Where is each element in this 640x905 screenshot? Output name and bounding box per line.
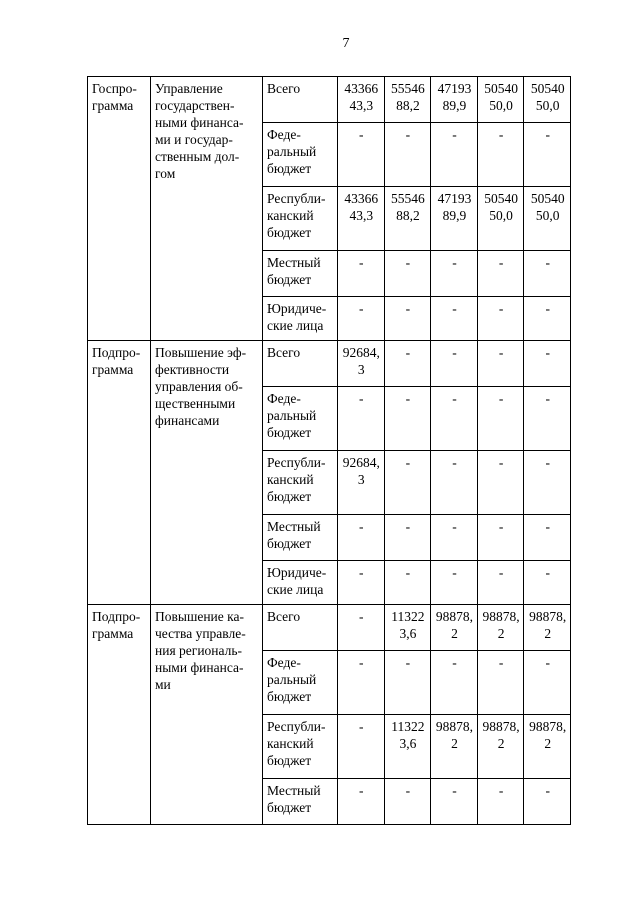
amount-line: -	[405, 783, 411, 798]
amount-line: -	[545, 655, 550, 670]
funding-source-line: ральный	[267, 144, 317, 159]
amount-line: -	[359, 655, 364, 670]
amount-cell	[384, 297, 431, 341]
amount-line: 43,3	[349, 98, 374, 113]
funding-source-line: Местный	[267, 255, 321, 270]
amount-cell	[477, 123, 524, 187]
amount-line: -	[452, 301, 457, 316]
funding-source-line: Республи-	[267, 191, 326, 206]
amount-line: -	[452, 565, 457, 580]
amount-line: 92684,	[342, 455, 380, 470]
funding-source-line: бюджет	[267, 536, 312, 551]
amount-line: -	[545, 519, 550, 534]
amount-line: 50540	[530, 191, 565, 206]
program-type-line: грамма	[92, 362, 134, 377]
funding-source-line: бюджет	[267, 225, 312, 240]
amount-cell	[431, 341, 478, 387]
amount-line: 98878,	[482, 609, 520, 624]
amount-line: -	[498, 455, 504, 470]
funding-source-line: Всего	[267, 609, 301, 624]
amount-line: 2	[544, 736, 552, 751]
amount-line: -	[405, 455, 411, 470]
program-name-line: Повышение эф-	[155, 345, 247, 360]
amount-line: -	[498, 301, 504, 316]
funding-source-cell	[263, 341, 338, 387]
funding-source-line: Всего	[267, 345, 301, 360]
funding-source-line: Местный	[267, 519, 321, 534]
amount-line: -	[498, 345, 504, 360]
amount-cell	[338, 651, 385, 715]
funding-source-cell	[263, 715, 338, 779]
amount-line: 11322	[391, 609, 425, 624]
amount-line: -	[498, 655, 504, 670]
amount-cell	[524, 297, 571, 341]
amount-line: -	[452, 455, 457, 470]
amount-line: -	[545, 127, 550, 142]
amount-line: -	[359, 391, 364, 406]
amount-line: -	[405, 301, 411, 316]
amount-line: -	[405, 655, 411, 670]
amount-cell	[477, 651, 524, 715]
amount-line: -	[498, 255, 504, 270]
amount-cell	[338, 715, 385, 779]
program-name-line: фективности	[155, 362, 230, 377]
amount-cell	[524, 251, 571, 297]
funding-source-cell	[263, 605, 338, 651]
amount-line: 43366	[344, 191, 379, 206]
amount-line: 3,6	[399, 736, 417, 751]
funding-source-line: Всего	[267, 81, 301, 96]
amount-line: 50,0	[535, 208, 560, 223]
amount-line: 98878,	[435, 719, 474, 734]
amount-cell	[384, 77, 431, 123]
amount-line: 98878,	[435, 609, 474, 624]
amount-cell	[384, 341, 431, 387]
amount-line: -	[545, 255, 550, 270]
amount-cell	[338, 515, 385, 561]
amount-cell	[338, 387, 385, 451]
amount-line: 2	[497, 736, 505, 751]
amount-cell	[524, 715, 571, 779]
funding-source-line: ские лица	[267, 318, 324, 333]
program-type-line: грамма	[92, 626, 134, 641]
amount-cell	[524, 651, 571, 715]
amount-cell	[338, 123, 385, 187]
funding-source-cell	[263, 387, 338, 451]
amount-cell	[431, 779, 478, 825]
amount-line: -	[545, 783, 550, 798]
amount-cell	[477, 297, 524, 341]
amount-line: 43366	[344, 81, 379, 96]
amount-line: -	[452, 655, 457, 670]
funding-source-line: канский	[267, 736, 314, 751]
funding-source-line: бюджет	[267, 425, 312, 440]
amount-line: 3	[357, 362, 365, 377]
program-type-line: грамма	[92, 98, 134, 113]
funding-source-line: Феде-	[267, 655, 301, 670]
program-type-line: Подпро-	[92, 345, 141, 360]
amount-cell	[524, 779, 571, 825]
program-type-line: Подпро-	[92, 609, 141, 624]
table-row	[88, 77, 571, 123]
amount-cell	[431, 561, 478, 605]
amount-cell	[384, 605, 431, 651]
amount-line: 50,0	[535, 98, 560, 113]
table-row	[88, 605, 571, 651]
amount-cell	[384, 123, 431, 187]
funding-source-line: бюджет	[267, 161, 312, 176]
amount-cell	[431, 251, 478, 297]
amount-cell	[524, 187, 571, 251]
amount-cell	[384, 515, 431, 561]
funding-source-cell	[263, 187, 338, 251]
funding-source-line: Юридиче-	[267, 301, 327, 316]
program-name-line: щественными	[155, 396, 236, 411]
amount-cell	[524, 561, 571, 605]
amount-cell	[338, 341, 385, 387]
amount-line: -	[545, 345, 550, 360]
amount-cell	[431, 715, 478, 779]
funding-source-line: бюджет	[267, 753, 312, 768]
funding-source-line: бюджет	[267, 689, 312, 704]
program-type-line: Госпро-	[92, 81, 137, 96]
amount-cell	[477, 605, 524, 651]
amount-cell	[338, 77, 385, 123]
program-name-cell	[151, 341, 263, 605]
amount-cell	[477, 251, 524, 297]
amount-line: 11322	[391, 719, 425, 734]
program-name-line: Повышение ка-	[155, 609, 244, 624]
amount-line: 98878,	[529, 609, 567, 624]
amount-cell	[384, 451, 431, 515]
amount-cell	[384, 715, 431, 779]
amount-cell	[477, 515, 524, 561]
funding-source-cell	[263, 779, 338, 825]
amount-cell	[431, 605, 478, 651]
amount-line: 89,9	[442, 98, 467, 113]
program-name-line: ными финанса-	[155, 660, 244, 675]
amount-cell	[431, 187, 478, 251]
program-name-line: ния региональ-	[155, 643, 243, 658]
funding-source-cell	[263, 297, 338, 341]
amount-line: 89,9	[442, 208, 467, 223]
amount-cell	[477, 451, 524, 515]
amount-cell	[524, 77, 571, 123]
amount-line: 88,2	[396, 98, 420, 113]
amount-cell	[338, 605, 385, 651]
amount-line: -	[405, 565, 411, 580]
amount-line: 2	[451, 626, 458, 641]
funding-source-cell	[263, 77, 338, 123]
amount-line: -	[359, 783, 364, 798]
amount-line: -	[405, 345, 411, 360]
amount-line: -	[545, 301, 550, 316]
program-name-line: ми и государ-	[155, 132, 233, 147]
amount-cell	[431, 297, 478, 341]
amount-cell	[477, 77, 524, 123]
program-type-cell	[88, 341, 151, 605]
amount-line: -	[359, 565, 364, 580]
program-name-line: ственным дол-	[155, 149, 240, 164]
program-name-cell	[151, 77, 263, 341]
amount-line: -	[405, 391, 411, 406]
amount-line: -	[498, 565, 504, 580]
funding-source-line: ральный	[267, 672, 317, 687]
funding-source-cell	[263, 251, 338, 297]
amount-line: 88,2	[396, 208, 420, 223]
amount-cell	[431, 451, 478, 515]
amount-line: -	[359, 519, 364, 534]
program-name-cell	[151, 605, 263, 825]
amount-line: -	[405, 519, 411, 534]
funding-source-cell	[263, 651, 338, 715]
amount-line: -	[405, 127, 411, 142]
amount-cell	[524, 515, 571, 561]
amount-cell	[524, 123, 571, 187]
amount-line: -	[452, 783, 457, 798]
amount-cell	[477, 779, 524, 825]
amount-line: 2	[497, 626, 505, 641]
program-name-line: управления об-	[155, 379, 243, 394]
amount-cell	[524, 341, 571, 387]
amount-line: 2	[544, 626, 552, 641]
amount-line: 43,3	[349, 208, 374, 223]
funding-source-line: бюджет	[267, 800, 312, 815]
amount-line: -	[545, 565, 550, 580]
amount-cell	[384, 779, 431, 825]
amount-cell	[384, 651, 431, 715]
amount-cell	[338, 779, 385, 825]
amount-line: -	[545, 455, 550, 470]
amount-cell	[338, 561, 385, 605]
amount-cell	[431, 515, 478, 561]
amount-cell	[477, 561, 524, 605]
funding-source-line: бюджет	[267, 272, 312, 287]
amount-line: -	[359, 127, 364, 142]
funding-source-cell	[263, 515, 338, 561]
amount-line: 55546	[391, 191, 425, 206]
amount-line: -	[498, 127, 504, 142]
budget-table	[87, 76, 571, 825]
budget-table-body	[88, 77, 571, 825]
amount-line: -	[359, 719, 364, 734]
funding-source-line: Юридиче-	[267, 565, 327, 580]
amount-line: 50540	[484, 191, 518, 206]
amount-line: -	[452, 519, 457, 534]
amount-line: 47193	[437, 81, 472, 96]
amount-line: 50,0	[489, 208, 513, 223]
funding-source-line: Феде-	[267, 391, 301, 406]
amount-line: -	[452, 391, 457, 406]
amount-line: 47193	[437, 191, 472, 206]
funding-source-line: канский	[267, 472, 314, 487]
program-name-line: ми	[155, 677, 171, 692]
funding-source-line: Феде-	[267, 127, 301, 142]
program-name-line: гом	[155, 166, 176, 181]
amount-cell	[338, 187, 385, 251]
funding-source-line: канский	[267, 208, 314, 223]
program-type-cell	[88, 77, 151, 341]
amount-line: -	[498, 783, 504, 798]
amount-line: 98878,	[482, 719, 520, 734]
program-name-line: Управление	[155, 81, 223, 96]
amount-line: 98878,	[529, 719, 567, 734]
amount-line: 3	[357, 472, 365, 487]
amount-line: 50,0	[489, 98, 513, 113]
amount-line: 50540	[484, 81, 518, 96]
amount-line: 92684,	[342, 345, 380, 360]
amount-cell	[338, 451, 385, 515]
amount-line: -	[359, 609, 364, 624]
amount-line: -	[359, 255, 364, 270]
program-name-line: государствен-	[155, 98, 235, 113]
funding-source-cell	[263, 561, 338, 605]
amount-cell	[384, 251, 431, 297]
amount-line: -	[545, 391, 550, 406]
amount-cell	[338, 251, 385, 297]
amount-cell	[477, 715, 524, 779]
page-number: 7	[342, 36, 350, 51]
amount-line: -	[498, 391, 504, 406]
amount-cell	[431, 77, 478, 123]
funding-source-line: Республи-	[267, 455, 326, 470]
funding-source-line: бюджет	[267, 489, 312, 504]
amount-cell	[384, 387, 431, 451]
funding-source-cell	[263, 451, 338, 515]
amount-cell	[524, 605, 571, 651]
amount-line: -	[452, 127, 457, 142]
amount-cell	[338, 297, 385, 341]
program-name-line: чества управле-	[155, 626, 246, 641]
funding-source-line: Республи-	[267, 719, 326, 734]
amount-cell	[384, 561, 431, 605]
amount-cell	[524, 451, 571, 515]
amount-line: -	[452, 255, 457, 270]
funding-source-line: ральный	[267, 408, 317, 423]
amount-line: 3,6	[399, 626, 417, 641]
amount-cell	[477, 187, 524, 251]
amount-cell	[477, 341, 524, 387]
program-type-cell	[88, 605, 151, 825]
amount-line: -	[359, 301, 364, 316]
amount-cell	[431, 387, 478, 451]
amount-cell	[431, 123, 478, 187]
table-row	[88, 341, 571, 387]
amount-line: 55546	[391, 81, 425, 96]
amount-line: -	[498, 519, 504, 534]
funding-source-line: Местный	[267, 783, 321, 798]
amount-line: 50540	[530, 81, 565, 96]
amount-cell	[524, 387, 571, 451]
funding-source-line: ские лица	[267, 582, 324, 597]
program-name-line: ными финанса-	[155, 115, 244, 130]
amount-cell	[431, 651, 478, 715]
amount-cell	[477, 387, 524, 451]
funding-source-cell	[263, 123, 338, 187]
amount-cell	[384, 187, 431, 251]
amount-line: -	[452, 345, 457, 360]
program-name-line: финансами	[155, 413, 220, 428]
amount-line: 2	[451, 736, 458, 751]
amount-line: -	[405, 255, 411, 270]
